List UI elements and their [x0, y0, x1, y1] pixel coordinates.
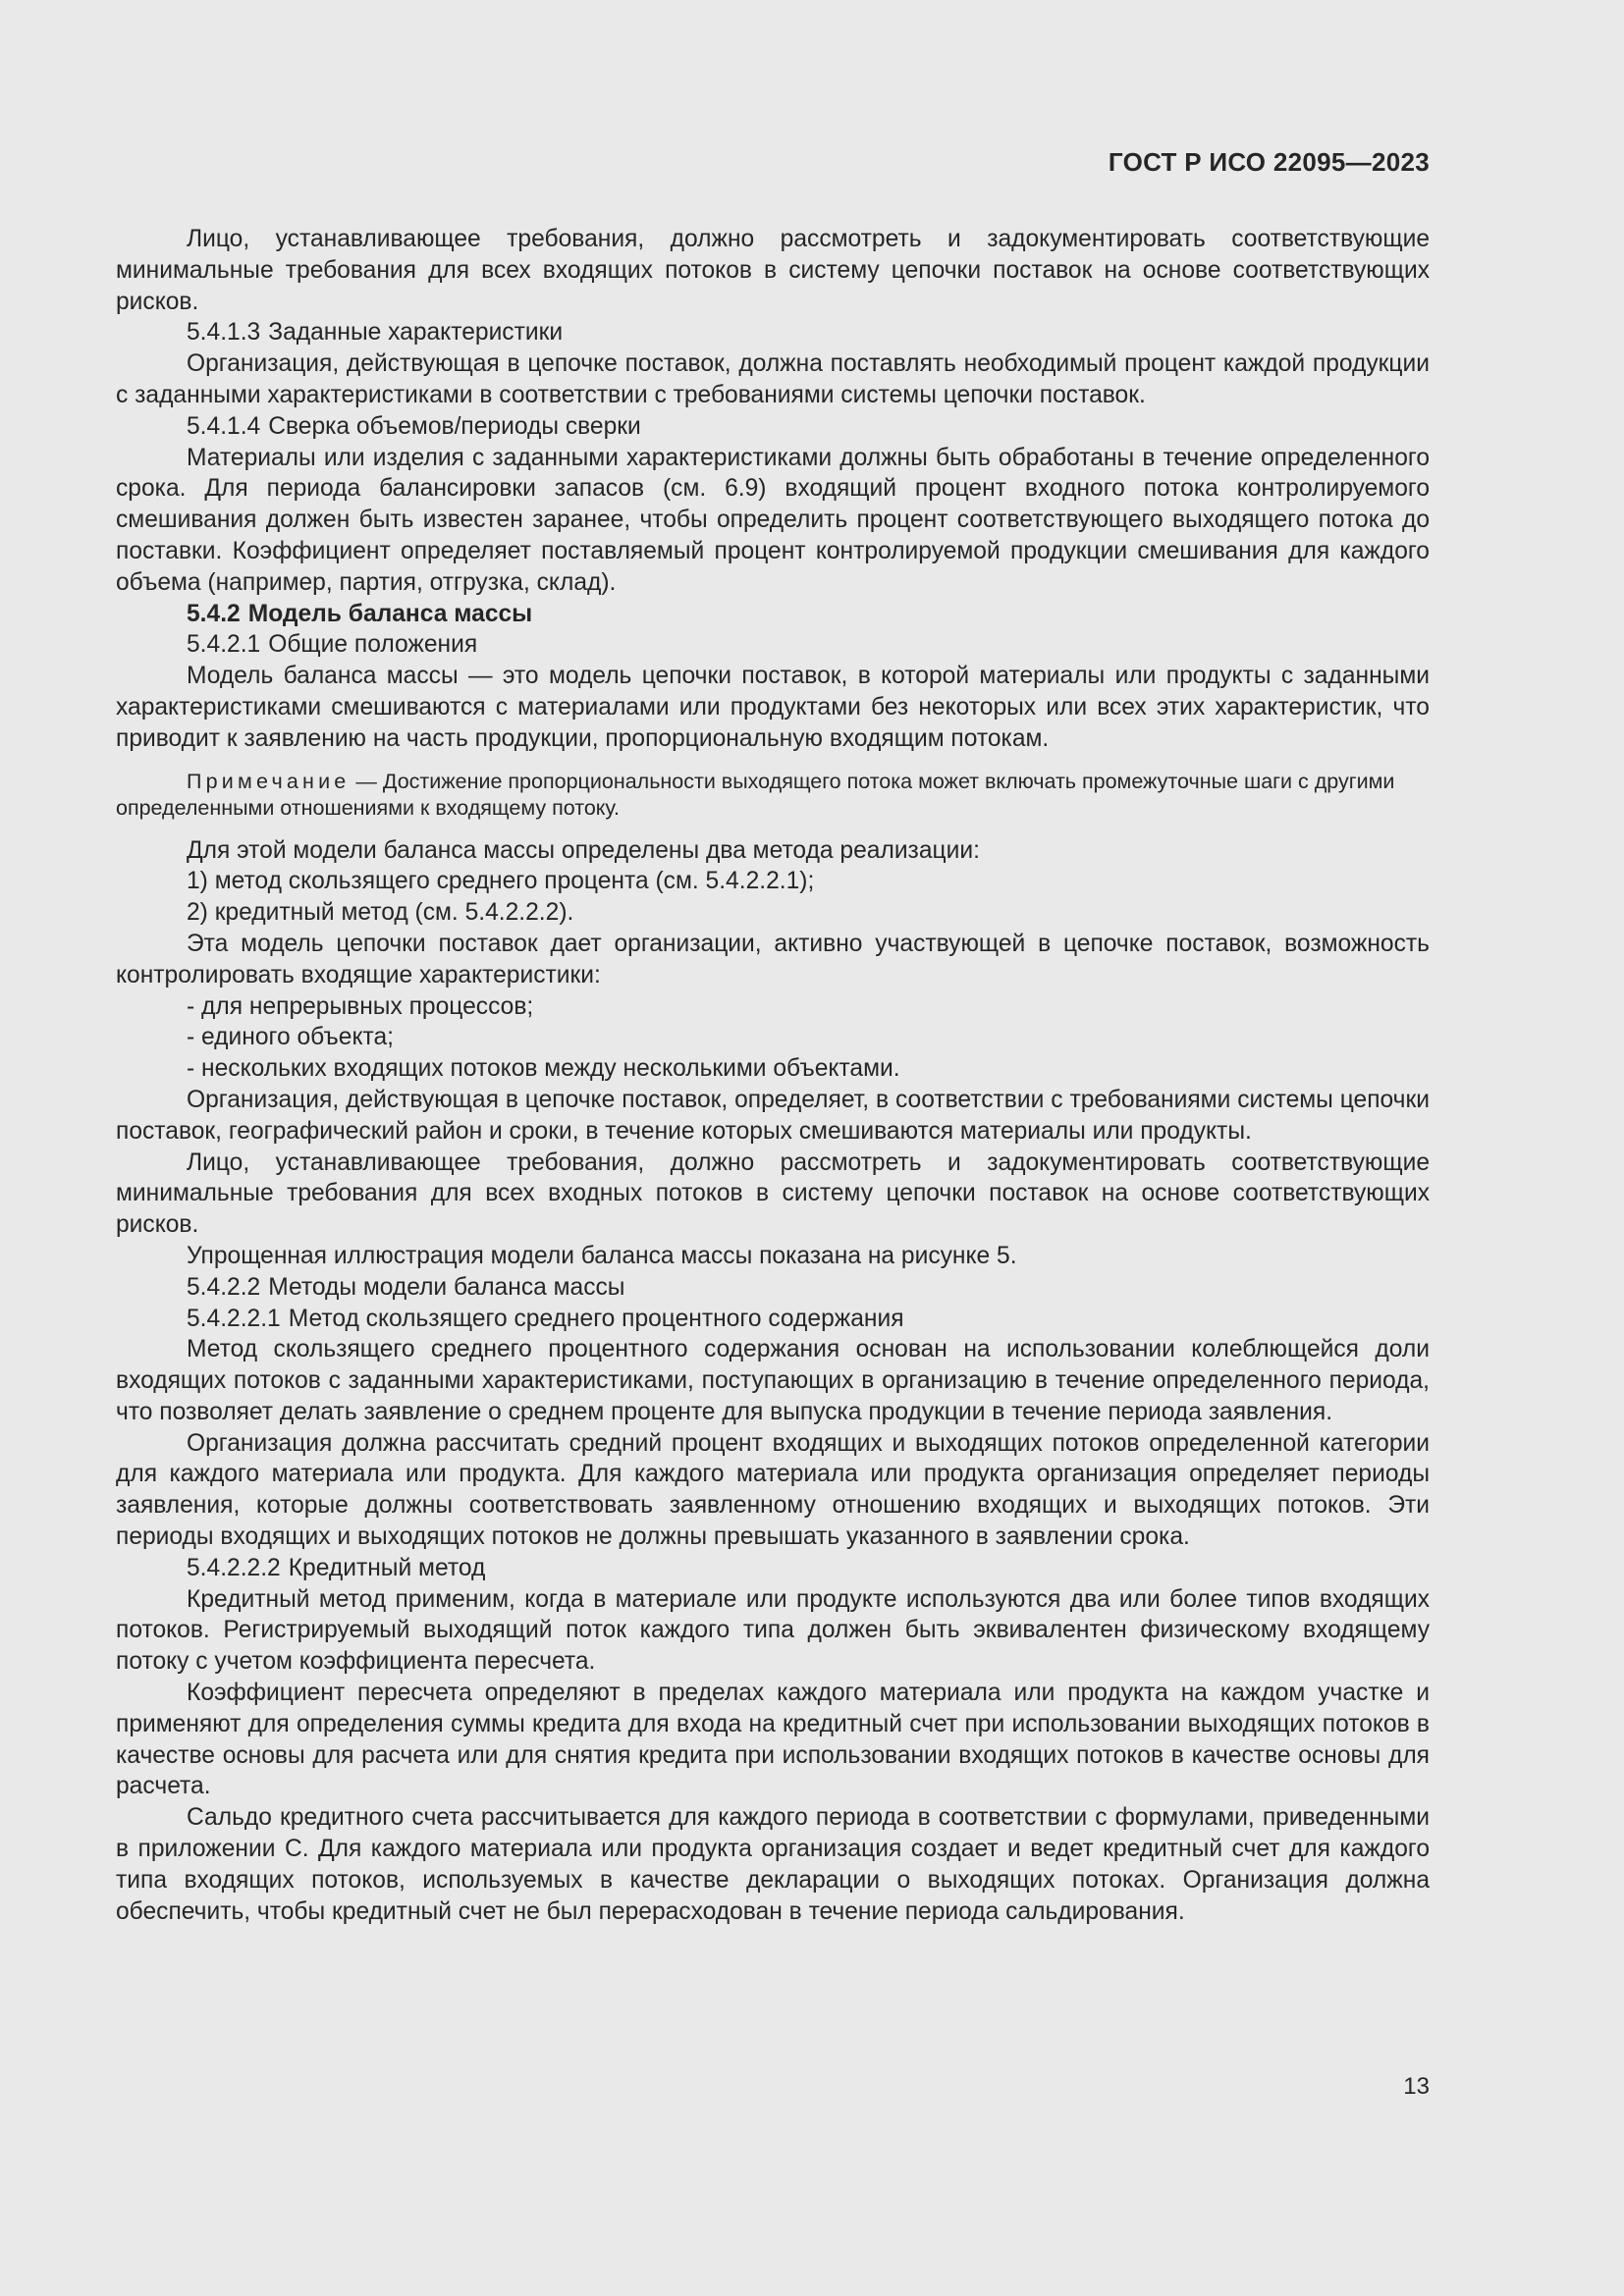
- list-item: 1) метод скользящего среднего процента (см. 5.4.2.2.1);: [187, 868, 815, 895]
- paragraph: Эта модель цепочки поставок дает организации, активно участвующей в цепочке поставок, возможность контролировать входящие характеристики:: [116, 930, 1430, 988]
- section-title: Методы модели баланса массы: [268, 1273, 625, 1301]
- section-title: Сверка объемов/периоды сверки: [268, 412, 641, 440]
- paragraph: Коэффициент пересчета определяют в пределах каждого материала или продукта на каждом участке и применяют для определения суммы кредита для входа на кредитный счет при использовании выходящих потоков в качестве основы для расчета или для снятия кредита при использовании входящих потоков в качестве основы для расчета.: [116, 1680, 1430, 1800]
- section-number: 5.4.2.2.2: [187, 1554, 281, 1581]
- section-number: 5.4.2: [187, 600, 241, 627]
- note: [116, 769, 1430, 822]
- section-heading-5-4-2-2-1: [116, 1304, 1430, 1335]
- paragraph: Кредитный метод применим, когда в материале или продукте используются два или более типов входящих потоков. Регистрируемый выходящий поток каждого типа должен быть эквивалентен физическому входящему потоку с учетом коэффициента пересчета.: [116, 1585, 1430, 1676]
- note-text: — Достижение пропорциональности выходящего потока может включать промежуточные шаги с другими определенными отношениями к входящему потоку.: [116, 769, 1395, 820]
- section-heading-5-4-1-4: [116, 411, 1430, 443]
- paragraph: Организация, действующая в цепочке поставок, должна поставлять необходимый процент каждой продукции с заданными характеристиками в соответствии с требованиями системы цепочки поставок.: [116, 350, 1430, 408]
- section-title: Заданные характеристики: [268, 319, 564, 347]
- section-number: 5.4.2.2.1: [187, 1305, 281, 1332]
- document-code-header: ГОСТ Р ИСО 22095—2023: [1108, 147, 1430, 177]
- paragraph: Организация, действующая в цепочке поставок, определяет, в соответствии с требованиями системы цепочки поставок, географический район и сроки, в течение которых смешиваются материалы или продукты.: [116, 1086, 1430, 1145]
- paragraph: Лицо, устанавливающее требования, должно рассмотреть и задокументировать соответствующие минимальные требования для всех входных потоков в систему цепочки поставок на основе соответствующих рисков.: [116, 1148, 1430, 1239]
- document-body: [116, 224, 1430, 1927]
- note-label: Примечание: [187, 769, 351, 793]
- paragraph: Модель баланса массы — это модель цепочки поставок, в которой материалы или продукты с заданными характеристиками смешиваются с материалами или продуктами без некоторых или всех этих характеристик, что приводит к заявлению на часть продукции, пропорциональную входящим потокам.: [116, 663, 1430, 752]
- section-heading-5-4-1-3: [116, 317, 1430, 348]
- paragraph: Лицо, устанавливающее требования, должно рассмотреть и задокументировать соответствующие минимальные требования для всех входящих потоков в систему цепочки поставок на основе соответствующих рисков.: [116, 226, 1430, 315]
- section-heading-5-4-2-2: [116, 1272, 1430, 1304]
- section-title: Кредитный метод: [288, 1554, 486, 1581]
- section-heading-5-4-2-2-2: [116, 1553, 1430, 1584]
- section-title: Модель баланса массы: [247, 600, 533, 627]
- list-item: 2) кредитный метод (см. 5.4.2.2.2).: [187, 899, 574, 927]
- paragraph: Метод скользящего среднего процентного содержания основан на использовании колеблющейся доли входящих потоков с заданными характеристиками, поступающих в организацию в течение определенного периода, что позволяет делать заявление о среднем проценте для выпуска продукции в течение периода заявления.: [116, 1336, 1430, 1425]
- section-number: 5.4.1.3: [187, 319, 261, 347]
- paragraph: Сальдо кредитного счета рассчитывается для каждого периода в соответствии с формулами, приведенными в приложении C. Для каждого материала или продукта организация создает и ведет кредитный счет для каждого типа входящих потоков, используемых в качестве декларации о выходящих потоках. Организация должна обеспечить, чтобы кредитный счет не был перерасходован в течение периода сальдирования.: [116, 1804, 1430, 1925]
- list-item: - для непрерывных процессов;: [187, 992, 534, 1020]
- section-title: Общие положения: [268, 631, 478, 659]
- page-number: 13: [1403, 2073, 1430, 2100]
- section-title: Метод скользящего среднего процентного содержания: [288, 1305, 904, 1332]
- section-number: 5.4.2.1: [187, 631, 261, 659]
- section-number: 5.4.1.4: [187, 412, 261, 440]
- list-item: - нескольких входящих потоков между несколькими объектами.: [187, 1055, 900, 1083]
- paragraph: Для этой модели баланса массы определены два метода реализации:: [187, 836, 980, 864]
- section-heading-5-4-2: [116, 599, 1430, 630]
- paragraph: Упрощенная иллюстрация модели баланса массы показана на рисунке 5.: [187, 1242, 1017, 1269]
- paragraph: Организация должна рассчитать средний процент входящих и выходящих потоков определенной категории для каждого материала или продукта. Для каждого материала или продукта организация определяет периоды заявления, которые должны соответствовать заявленному отношению входящих и выходящих потоков. Эти периоды входящих и выходящих потоков не должны превышать указанного в заявлении срока.: [116, 1429, 1430, 1551]
- section-number: 5.4.2.2: [187, 1273, 261, 1301]
- list-item: - единого объекта;: [187, 1024, 394, 1051]
- section-heading-5-4-2-1: [116, 629, 1430, 661]
- paragraph: Материалы или изделия с заданными характеристиками должны быть обработаны в течение определенного срока. Для периода балансировки запасов (см. 6.9) входящий процент входного потока контролируемого смешивания должен быть известен заранее, чтобы определить процент соответствующего выходящего потока до поставки. Коэффициент определяет поставляемый процент контролируемой продукции смешивания для каждого объема (например, партия, отгрузка, склад).: [116, 444, 1430, 596]
